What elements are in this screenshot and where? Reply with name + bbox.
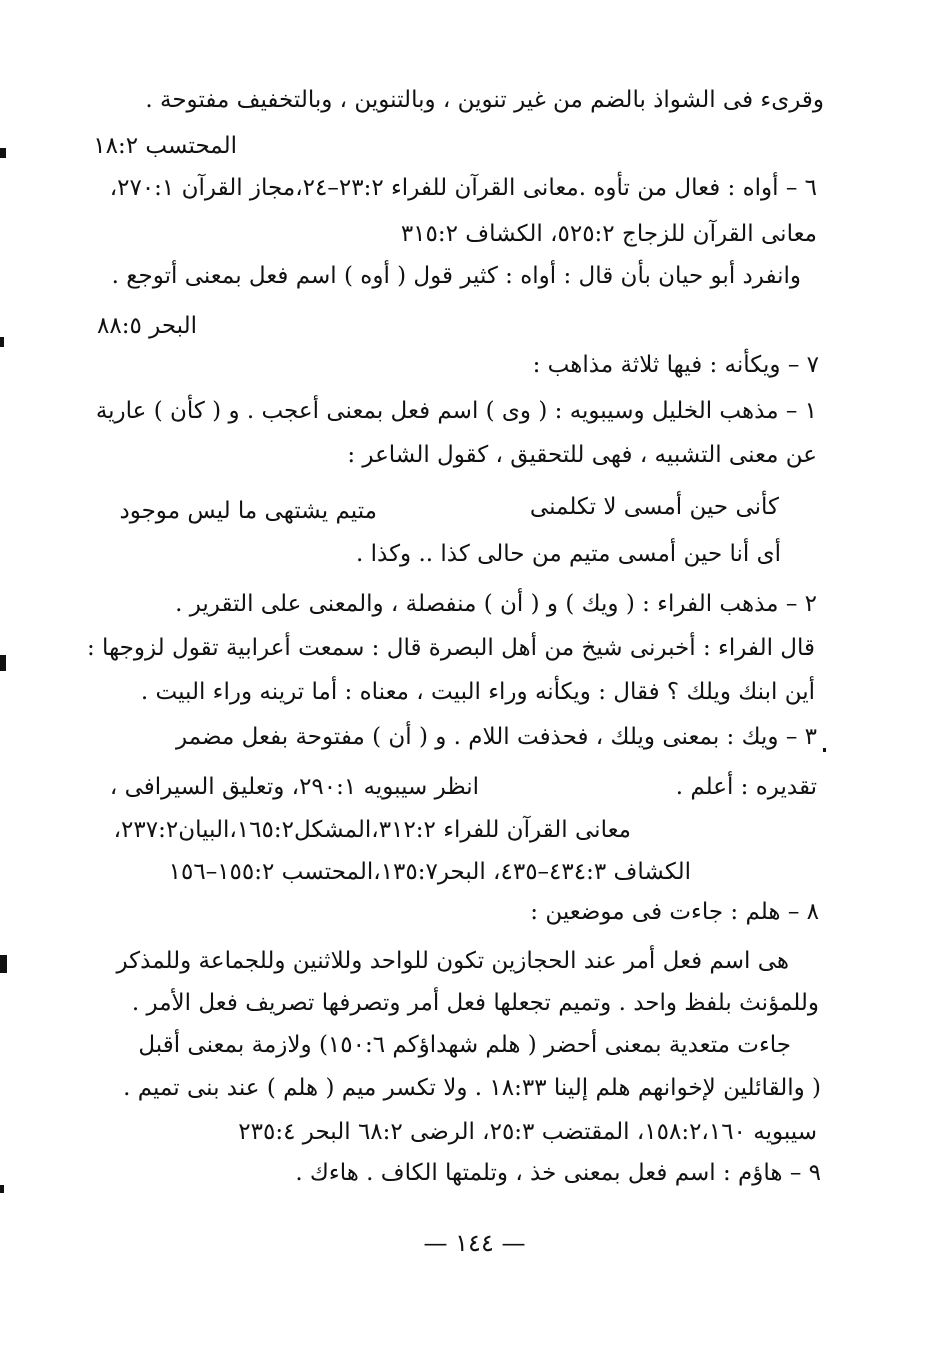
- scan-margin-mark: [0, 1185, 4, 1193]
- text-line-15: ( والقائلين لإخوانهم هلم إلينا ١٨:٣٣ . ولا تكسر ميم ( هلم ) عند بنى تميم .: [123, 1075, 821, 1101]
- text-line-12: هى اسم فعل أمر عند الحجازين تكون للواحد وللاثنين وللجماعة وللمذكر: [116, 948, 789, 974]
- text-line-4: وانفرد أبو حيان بأن قال : أواه : كثير قول ( أوه ) اسم فعل بمعنى أتوجع .: [111, 263, 801, 289]
- text-line-6: عن معنى التشبيه ، فهى للتحقيق ، كقول الشاعر :: [347, 442, 817, 468]
- section-heading-9: ٩ – هاؤم : اسم فعل بمعنى خذ ، وتلمتها الكاف . هاءك .: [295, 1160, 821, 1186]
- verse-second-hemistich: متيم يشتهى ما ليس موجود: [119, 498, 377, 524]
- text-line-13: وللمؤنث بلفظ واحد . وتميم تجعلها فعل أمر وتصرفها تصريف فعل الأمر .: [131, 990, 819, 1016]
- section-heading-7: ٧ – ويكأنه : فيها ثلاثة مذاهب :: [532, 352, 819, 378]
- scan-margin-mark: [0, 337, 4, 347]
- text-line-14: جاءت متعدية بمعنى أحضر ( هلم شهداؤكم ١٥٠:٦) ولازمة بمعنى أقبل: [138, 1032, 791, 1058]
- text-line-5: ١ – مذهب الخليل وسيبويه : ( وى ) اسم فعل بمعنى أعجب . و ( كأن ) عارية: [95, 398, 817, 424]
- text-line-3: معانى القرآن للزجاج ٥٢٥:٢، الكشاف ٣١٥:٢: [400, 221, 817, 247]
- reference-line-3: معانى القرآن للفراء ٣١٢:٢،المشكل١٦٥:٢،البيان٢٣٧:٢،: [113, 817, 631, 843]
- text-line-2: ٦ – أواه : فعال من تأوه .معانى القرآن للفراء ٢٣:٢–٢٤،مجاز القرآن ٢٧٠:١،: [109, 175, 817, 201]
- scan-margin-mark: [0, 655, 6, 671]
- scan-speck: [823, 748, 826, 752]
- verse-first-hemistich: كأنى حين أمسى لا تكلمنى: [529, 494, 779, 520]
- split-line-right: تقديره : أعلم .: [675, 774, 817, 800]
- scan-margin-mark: [0, 148, 6, 158]
- text-line-10: أين ابنك ويلك ؟ فقال : ويكأنه وراء البيت ، معناه : أما ترينه وراء البيت .: [140, 679, 815, 705]
- text-line-11: ٣ – ويك : بمعنى ويلك ، فحذفت اللام . و ( أن ) مفتوحة بفعل مضمر: [176, 724, 817, 750]
- text-line-8: ٢ – مذهب الفراء : ( ويك ) و ( أن ) منفصلة ، والمعنى على التقرير .: [175, 591, 817, 617]
- reference-line-4: الكشاف ٤٣٤:٣–٤٣٥، البحر١٣٥:٧،المحتسب ١٥٥:٢–١٥٦: [168, 859, 691, 885]
- text-line-1: وقرىء فى الشواذ بالضم من غير تنوين ، وبالتنوين ، وبالتخفيف مفتوحة .: [145, 87, 824, 113]
- scan-margin-mark: [0, 955, 7, 973]
- section-heading-8: ٨ – هلم : جاءت فى موضعين :: [530, 899, 819, 925]
- reference-line-5: سيبويه ١٥٨:٢،١٦٠، المقتضب ٢٥:٣، الرضى ٦٨:٢ البحر ٢٣٥:٤: [238, 1119, 817, 1145]
- reference-line-2: البحر ٨٨:٥: [97, 313, 197, 339]
- text-line-9: قال الفراء : أخبرنى شيخ من أهل البصرة قال : سمعت أعرابية تقول لزوجها :: [87, 635, 815, 661]
- reference-line-1: المحتسب ١٨:٢: [93, 133, 237, 159]
- text-line-7: أى أنا حين أمسى متيم من حالى كذا .. وكذا .: [356, 541, 781, 567]
- split-line-left: انظر سيبويه ٢٩٠:١، وتعليق السيرافى ،: [109, 774, 479, 800]
- page-number: — ١٤٤ —: [423, 1229, 526, 1257]
